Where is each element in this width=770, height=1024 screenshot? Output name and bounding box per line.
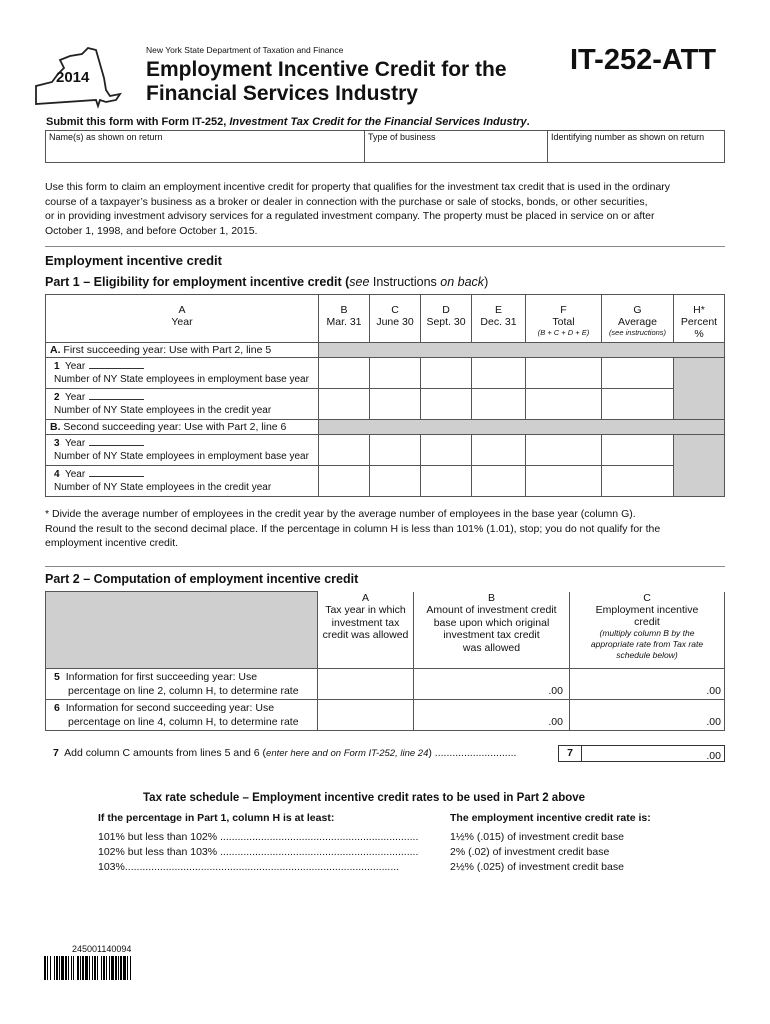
taxpayer-id-fields (45, 130, 725, 163)
part1-header-row: A Year B Mar. 31 C June 30 D Sept. 30 E Dec. 31 F Total (B + C + D + E) G Average (see instructions) H* Percent % (46, 295, 725, 343)
line6-credit-base[interactable]: .00 (414, 700, 570, 731)
line1-jun30[interactable] (370, 358, 421, 389)
rate-value-3: 2½% (.025) of investment credit base (450, 861, 624, 873)
part2-header-row: A Tax year in which investment tax credit was allowed B Amount of investment credit base upon which original investment tax credit was allowed C Employment incentive credit (multiply column B by the appropriate rate from Tax rate schedule below) (46, 592, 725, 669)
line6-tax-year[interactable] (318, 700, 414, 731)
identifying-number-field[interactable]: Identifying number as shown on return (548, 131, 725, 163)
part1-title: Part 1 – Eligibility for employment incentive credit (see Instructions on back) (45, 275, 489, 289)
line2-sep30[interactable] (421, 389, 472, 420)
form-title-line2: Financial Services Industry (146, 82, 418, 105)
line4-average[interactable] (602, 466, 674, 497)
line5-row: 5 Information for first succeeding year: Use percentage on line 2, column H, to determine rate .00 .00 (46, 669, 725, 700)
line3-jun30[interactable] (370, 435, 421, 466)
part1-table (45, 294, 725, 497)
barcode-number: 245001140094 (72, 944, 132, 954)
line2-average[interactable] (602, 389, 674, 420)
line5-incentive-credit[interactable]: .00 (570, 669, 725, 700)
form-number: IT-252-ATT (570, 44, 717, 76)
line1-dec31[interactable] (472, 358, 526, 389)
rate-schedule-left-head: If the percentage in Part 1, column H is at least: (98, 812, 335, 824)
rate-value-1: 1½% (.015) of investment credit base (450, 831, 624, 843)
line5-credit-base[interactable]: .00 (414, 669, 570, 700)
rate-range-2: 102% but less than 103% .................................................................... (98, 846, 419, 858)
section-b-row: B. Second succeeding year: Use with Part 2, line 6 (46, 420, 725, 435)
line5-tax-year[interactable] (318, 669, 414, 700)
rate-schedule-right-head: The employment incentive credit rate is: (450, 812, 651, 824)
part2-table (45, 591, 725, 731)
line7-label: 7 Add column C amounts from lines 5 and 6 (enter here and on Form IT-252, line 24) ............................ (53, 747, 517, 759)
rate-value-2: 2% (.02) of investment credit base (450, 846, 610, 858)
line4-sep30[interactable] (421, 466, 472, 497)
line4-jun30[interactable] (370, 466, 421, 497)
line1-sep30[interactable] (421, 358, 472, 389)
line3-sep30[interactable] (421, 435, 472, 466)
line3-average[interactable] (602, 435, 674, 466)
line1-row: 1 Year Number of NY State employees in employment base year (46, 358, 725, 389)
form-title-line1: Employment Incentive Credit for the (146, 58, 507, 81)
line1-total[interactable] (526, 358, 602, 389)
department-name: New York State Department of Taxation and Finance (146, 45, 344, 55)
line3-dec31[interactable] (472, 435, 526, 466)
line4-row: 4 Year Number of NY State employees in the credit year (46, 466, 725, 497)
line6-row: 6 Information for second succeeding year: Use percentage on line 4, column H, to determine rate .00 .00 (46, 700, 725, 731)
line1-mar31[interactable] (319, 358, 370, 389)
line2-row: 2 Year Number of NY State employees in the credit year (46, 389, 725, 420)
tax-year: 2014 (56, 69, 90, 86)
line4-mar31[interactable] (319, 466, 370, 497)
submit-note: Submit this form with Form IT-252, Investment Tax Credit for the Financial Services Industry. (46, 116, 530, 128)
line7-box-number: 7 (558, 745, 582, 762)
rate-range-1: 101% but less than 102% .................................................................... (98, 831, 419, 843)
section-title: Employment incentive credit (45, 253, 222, 268)
line6-incentive-credit[interactable]: .00 (570, 700, 725, 731)
line3-row: 3 Year Number of NY State employees in employment base year (46, 435, 725, 466)
line2-dec31[interactable] (472, 389, 526, 420)
line4-total[interactable] (526, 466, 602, 497)
line2-jun30[interactable] (370, 389, 421, 420)
line1-average[interactable] (602, 358, 674, 389)
part2-title: Part 2 – Computation of employment incentive credit (45, 572, 359, 586)
section-a-row: A. First succeeding year: Use with Part 2, line 5 (46, 343, 725, 358)
line3-total[interactable] (526, 435, 602, 466)
footnote: * Divide the average number of employees in the credit year by the average number of employees in the base year (column G). Round the result to the second decimal place. If the percentage in column H is less than 101% (1.01), stop; you do not qualify for the employment incentive credit. (45, 508, 661, 549)
rate-schedule-title: Tax rate schedule – Employment incentive credit rates to be used in Part 2 above (143, 792, 586, 804)
line3-mar31[interactable] (319, 435, 370, 466)
line7-total-field[interactable]: .00 (582, 745, 725, 762)
rate-range-3: 103%.............................................................................................. (98, 861, 400, 873)
names-field[interactable]: Name(s) as shown on return (46, 131, 365, 163)
line4-dec31[interactable] (472, 466, 526, 497)
intro-text: Use this form to claim an employment incentive credit for property that qualifies for the investment tax credit that is used in the ordinary course of a taxpayer’s business as a broker or dealer in connection with the purchase or sale of stocks, bonds, or other securities, or in providing investment advisory services for a regulated investment company. The property must be placed in service on or after October 1, 1998, and before October 1, 2015. (45, 181, 671, 237)
line2-total[interactable] (526, 389, 602, 420)
line2-mar31[interactable] (319, 389, 370, 420)
business-type-field[interactable]: Type of business (365, 131, 548, 163)
barcode (44, 956, 194, 980)
